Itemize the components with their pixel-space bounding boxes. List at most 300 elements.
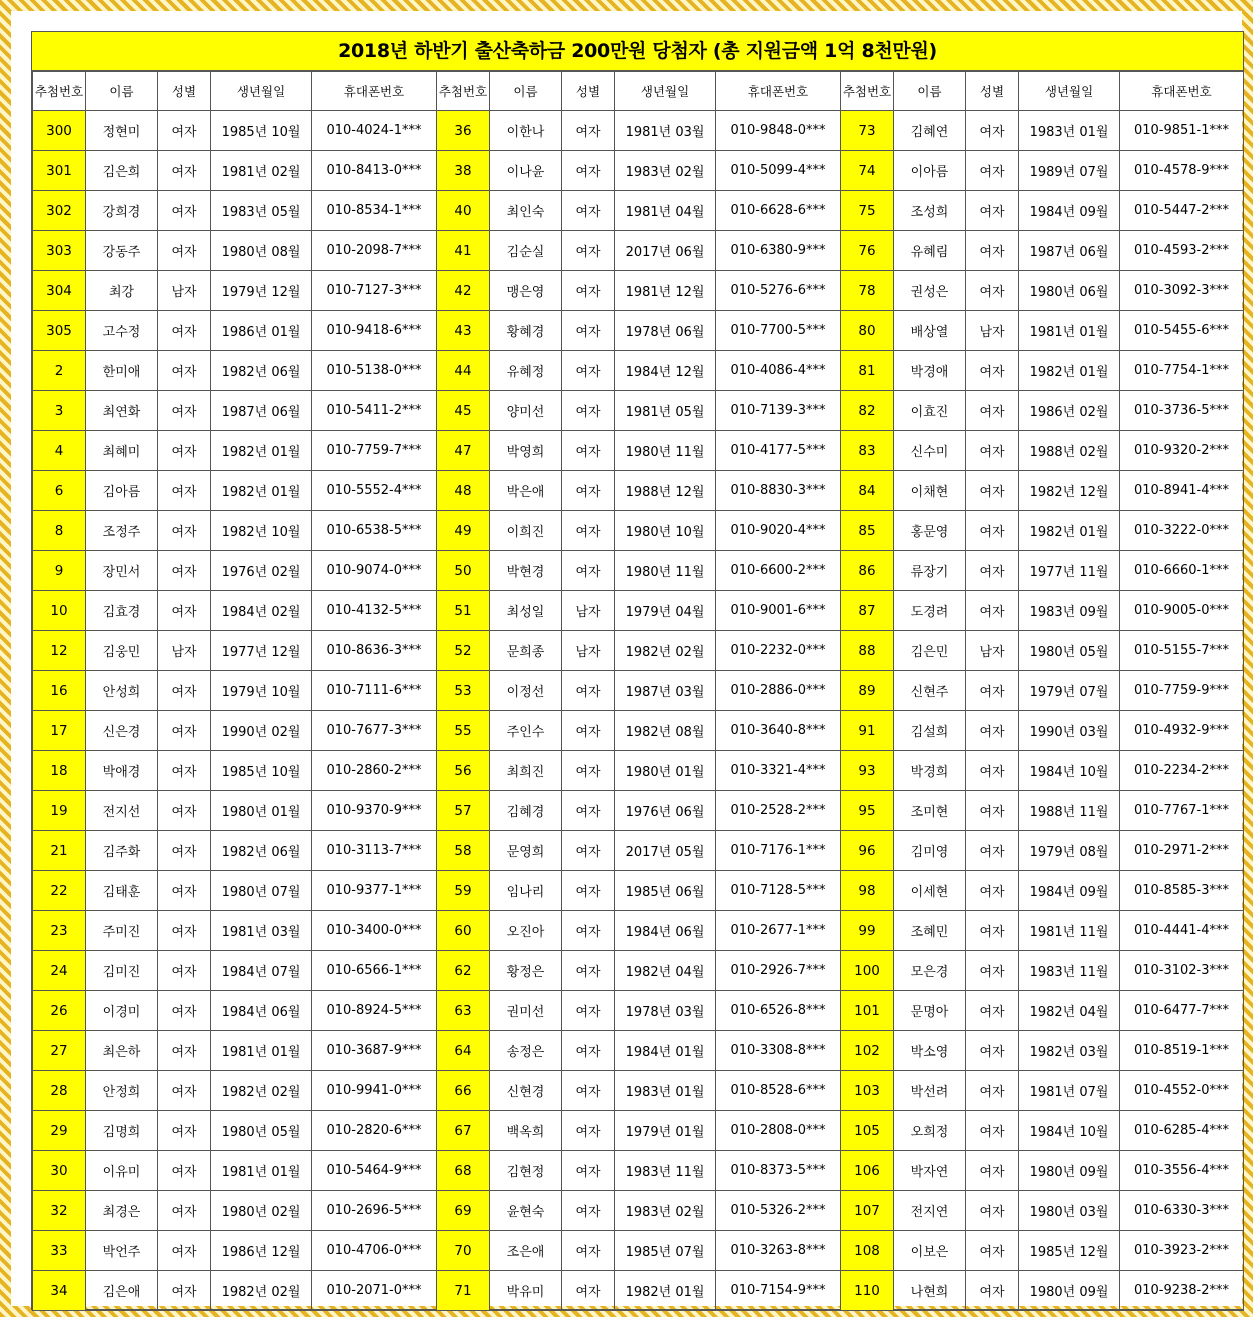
- birth-month: 1979년 12월: [211, 271, 312, 311]
- table-row: [33, 431, 1244, 471]
- phone-number: 010-7139-3***: [716, 391, 841, 431]
- draw-number: 24: [33, 951, 86, 991]
- phone-number: 010-9238-2***: [1120, 1271, 1244, 1311]
- winner-name: 이효진: [894, 391, 966, 431]
- winner-name: 이유미: [86, 1151, 158, 1191]
- phone-number: 010-2926-7***: [716, 951, 841, 991]
- winner-name: 박애경: [86, 751, 158, 791]
- birth-month: 1983년 09월: [1019, 591, 1120, 631]
- draw-number: 34: [33, 1271, 86, 1311]
- birth-month: 1984년 06월: [615, 911, 716, 951]
- winner-name: 김미영: [894, 831, 966, 871]
- winner-name: 김효경: [86, 591, 158, 631]
- phone-number: 010-4578-9***: [1120, 151, 1244, 191]
- winner-name: 나현희: [894, 1271, 966, 1311]
- birth-month: 1980년 10월: [615, 511, 716, 551]
- birth-month: 1987년 06월: [1019, 231, 1120, 271]
- gender: 여자: [158, 511, 211, 551]
- winner-name: 전지선: [86, 791, 158, 831]
- table-row: [33, 871, 1244, 911]
- phone-number: 010-7700-5***: [716, 311, 841, 351]
- birth-month: 1990년 03월: [1019, 711, 1120, 751]
- table-row: [33, 311, 1244, 351]
- birth-month: 1982년 04월: [1019, 991, 1120, 1031]
- gender: 여자: [562, 671, 615, 711]
- draw-number: 51: [437, 591, 490, 631]
- winner-name: 조성희: [894, 191, 966, 231]
- birth-month: 1980년 01월: [211, 791, 312, 831]
- table-row: [33, 1191, 1244, 1231]
- winner-name: 장민서: [86, 551, 158, 591]
- draw-number: 57: [437, 791, 490, 831]
- draw-number: 62: [437, 951, 490, 991]
- gender: 여자: [966, 751, 1019, 791]
- winner-name: 강동주: [86, 231, 158, 271]
- draw-number: 304: [33, 271, 86, 311]
- gender: 여자: [562, 551, 615, 591]
- winner-name: 강희경: [86, 191, 158, 231]
- gender: 여자: [562, 1031, 615, 1071]
- gender: 여자: [562, 351, 615, 391]
- phone-number: 010-2098-7***: [312, 231, 437, 271]
- winner-name: 오희정: [894, 1111, 966, 1151]
- draw-number: 4: [33, 431, 86, 471]
- gender: 여자: [562, 871, 615, 911]
- draw-number: 23: [33, 911, 86, 951]
- birth-month: 1979년 08월: [1019, 831, 1120, 871]
- gender: 여자: [158, 791, 211, 831]
- gender: 여자: [562, 1271, 615, 1311]
- phone-number: 010-7127-3***: [312, 271, 437, 311]
- birth-month: 1980년 02월: [211, 1191, 312, 1231]
- birth-month: 1980년 05월: [211, 1111, 312, 1151]
- draw-number: 26: [33, 991, 86, 1031]
- phone-number: 010-2808-0***: [716, 1111, 841, 1151]
- birth-month: 1980년 11월: [615, 431, 716, 471]
- draw-number: 41: [437, 231, 490, 271]
- gender: 여자: [966, 1231, 1019, 1271]
- phone-number: 010-3640-8***: [716, 711, 841, 751]
- gender: 여자: [158, 1271, 211, 1311]
- draw-number: 99: [841, 911, 894, 951]
- birth-month: 1981년 01월: [1019, 311, 1120, 351]
- birth-month: 1977년 11월: [1019, 551, 1120, 591]
- table-row: [33, 471, 1244, 511]
- birth-month-header: 생년월일: [1019, 72, 1120, 111]
- table-row: [33, 1231, 1244, 1271]
- gender: 남자: [158, 631, 211, 671]
- phone-number: 010-8636-3***: [312, 631, 437, 671]
- birth-month: 1985년 10월: [211, 111, 312, 151]
- winner-name: 박자연: [894, 1151, 966, 1191]
- phone-number: 010-4086-4***: [716, 351, 841, 391]
- gender: 여자: [562, 911, 615, 951]
- winner-name: 신수미: [894, 431, 966, 471]
- table-row: [33, 711, 1244, 751]
- winner-name: 박영희: [490, 431, 562, 471]
- gender: 여자: [562, 511, 615, 551]
- phone-number: 010-5099-4***: [716, 151, 841, 191]
- winner-name: 김은민: [894, 631, 966, 671]
- draw-number: 36: [437, 111, 490, 151]
- winner-name: 조혜민: [894, 911, 966, 951]
- gender: 여자: [966, 351, 1019, 391]
- draw-number: 64: [437, 1031, 490, 1071]
- birth-month: 2017년 06월: [615, 231, 716, 271]
- winner-name: 박선려: [894, 1071, 966, 1111]
- phone-number: 010-9851-1***: [1120, 111, 1244, 151]
- winner-name: 김태훈: [86, 871, 158, 911]
- phone-header: 휴대폰번호: [312, 72, 437, 111]
- gender: 여자: [562, 1191, 615, 1231]
- birth-month: 1982년 08월: [615, 711, 716, 751]
- draw-number: 82: [841, 391, 894, 431]
- winner-name: 김순실: [490, 231, 562, 271]
- phone-number: 010-2971-2***: [1120, 831, 1244, 871]
- birth-month: 1982년 06월: [211, 831, 312, 871]
- gender: 여자: [966, 871, 1019, 911]
- winner-name: 김명희: [86, 1111, 158, 1151]
- birth-month: 1977년 12월: [211, 631, 312, 671]
- birth-month: 1981년 12월: [615, 271, 716, 311]
- draw-number: 49: [437, 511, 490, 551]
- phone-number: 010-3400-0***: [312, 911, 437, 951]
- winner-name: 김아름: [86, 471, 158, 511]
- draw-number: 21: [33, 831, 86, 871]
- birth-month: 1976년 06월: [615, 791, 716, 831]
- phone-number: 010-5455-6***: [1120, 311, 1244, 351]
- gender: 여자: [966, 711, 1019, 751]
- winner-name: 최은하: [86, 1031, 158, 1071]
- phone-number: 010-3736-5***: [1120, 391, 1244, 431]
- winner-name: 이희진: [490, 511, 562, 551]
- phone-number: 010-8585-3***: [1120, 871, 1244, 911]
- birth-month: 1982년 01월: [615, 1271, 716, 1311]
- gender: 여자: [562, 271, 615, 311]
- birth-month: 1981년 01월: [211, 1151, 312, 1191]
- gender: 여자: [158, 671, 211, 711]
- phone-header: 휴대폰번호: [1120, 72, 1244, 111]
- draw-number: 91: [841, 711, 894, 751]
- winner-name: 권성은: [894, 271, 966, 311]
- draw-number: 303: [33, 231, 86, 271]
- gender: 여자: [158, 831, 211, 871]
- birth-month: 1984년 07월: [211, 951, 312, 991]
- winner-name: 황혜경: [490, 311, 562, 351]
- gender: 여자: [966, 151, 1019, 191]
- phone-number: 010-5411-2***: [312, 391, 437, 431]
- phone-number: 010-2528-2***: [716, 791, 841, 831]
- draw-number: 53: [437, 671, 490, 711]
- phone-number: 010-4932-9***: [1120, 711, 1244, 751]
- phone-number: 010-3222-0***: [1120, 511, 1244, 551]
- birth-month: 1984년 09월: [1019, 191, 1120, 231]
- birth-month: 1982년 01월: [211, 471, 312, 511]
- gender: 여자: [966, 791, 1019, 831]
- birth-month: 1984년 10월: [1019, 751, 1120, 791]
- winner-name: 김은희: [86, 151, 158, 191]
- gender: 여자: [158, 431, 211, 471]
- birth-month: 1980년 11월: [615, 551, 716, 591]
- birth-month: 2017년 05월: [615, 831, 716, 871]
- draw-number: 12: [33, 631, 86, 671]
- winner-name: 전지연: [894, 1191, 966, 1231]
- winner-name: 이아름: [894, 151, 966, 191]
- draw-number: 58: [437, 831, 490, 871]
- phone-number: 010-6600-2***: [716, 551, 841, 591]
- gender: 여자: [966, 1071, 1019, 1111]
- winner-name: 이경미: [86, 991, 158, 1031]
- gender: 여자: [158, 351, 211, 391]
- gender: 여자: [562, 791, 615, 831]
- gender: 여자: [158, 151, 211, 191]
- phone-number: 010-9418-6***: [312, 311, 437, 351]
- draw-number: 27: [33, 1031, 86, 1071]
- draw-number-header: 추첨번호: [841, 72, 894, 111]
- phone-number: 010-7154-9***: [716, 1271, 841, 1311]
- winner-name: 임나리: [490, 871, 562, 911]
- gender: 여자: [158, 111, 211, 151]
- table-row: [33, 671, 1244, 711]
- birth-month: 1976년 02월: [211, 551, 312, 591]
- phone-number: 010-7759-9***: [1120, 671, 1244, 711]
- winner-name: 김혜경: [490, 791, 562, 831]
- birth-month: 1989년 07월: [1019, 151, 1120, 191]
- phone-number: 010-8534-1***: [312, 191, 437, 231]
- winner-name: 박경애: [894, 351, 966, 391]
- birth-month: 1981년 03월: [211, 911, 312, 951]
- birth-month: 1980년 01월: [615, 751, 716, 791]
- draw-number: 9: [33, 551, 86, 591]
- winner-name: 류장기: [894, 551, 966, 591]
- table-row: [33, 511, 1244, 551]
- birth-month: 1984년 06월: [211, 991, 312, 1031]
- birth-month: 1984년 02월: [211, 591, 312, 631]
- draw-number: 85: [841, 511, 894, 551]
- phone-number: 010-3113-7***: [312, 831, 437, 871]
- birth-month: 1979년 07월: [1019, 671, 1120, 711]
- draw-number: 81: [841, 351, 894, 391]
- phone-number: 010-7176-1***: [716, 831, 841, 871]
- phone-number: 010-4593-2***: [1120, 231, 1244, 271]
- phone-number: 010-5276-6***: [716, 271, 841, 311]
- birth-month: 1981년 04월: [615, 191, 716, 231]
- phone-number: 010-8519-1***: [1120, 1031, 1244, 1071]
- draw-number: 60: [437, 911, 490, 951]
- phone-number: 010-2232-0***: [716, 631, 841, 671]
- gender: 여자: [562, 751, 615, 791]
- gender: 여자: [562, 1071, 615, 1111]
- birth-month: 1988년 02월: [1019, 431, 1120, 471]
- winner-name: 박현경: [490, 551, 562, 591]
- draw-number: 38: [437, 151, 490, 191]
- gender: 여자: [966, 831, 1019, 871]
- gender: 여자: [966, 1151, 1019, 1191]
- birth-month: 1980년 03월: [1019, 1191, 1120, 1231]
- draw-number: 106: [841, 1151, 894, 1191]
- winner-name: 최경은: [86, 1191, 158, 1231]
- draw-number: 30: [33, 1151, 86, 1191]
- birth-month-header: 생년월일: [615, 72, 716, 111]
- winner-name: 최성일: [490, 591, 562, 631]
- winner-name: 윤현숙: [490, 1191, 562, 1231]
- winner-name: 유혜정: [490, 351, 562, 391]
- table-row: [33, 551, 1244, 591]
- draw-number: 3: [33, 391, 86, 431]
- draw-number: 52: [437, 631, 490, 671]
- gender-header: 성별: [158, 72, 211, 111]
- gender: 여자: [562, 111, 615, 151]
- gender: 여자: [562, 951, 615, 991]
- gender: 여자: [966, 1111, 1019, 1151]
- gender: 여자: [158, 1231, 211, 1271]
- gender: 여자: [158, 1191, 211, 1231]
- gender: 여자: [158, 551, 211, 591]
- birth-month: 1986년 02월: [1019, 391, 1120, 431]
- table-row: [33, 271, 1244, 311]
- winner-name: 송정은: [490, 1031, 562, 1071]
- birth-month: 1984년 01월: [615, 1031, 716, 1071]
- birth-month: 1982년 02월: [615, 631, 716, 671]
- gender: 여자: [966, 1271, 1019, 1311]
- draw-number: 93: [841, 751, 894, 791]
- winner-name: 권미선: [490, 991, 562, 1031]
- gender: 여자: [966, 671, 1019, 711]
- draw-number: 22: [33, 871, 86, 911]
- draw-number: 75: [841, 191, 894, 231]
- draw-number: 63: [437, 991, 490, 1031]
- phone-number: 010-3092-3***: [1120, 271, 1244, 311]
- table-row: [33, 111, 1244, 151]
- table-row: [33, 591, 1244, 631]
- draw-number: 47: [437, 431, 490, 471]
- winner-name: 김웅민: [86, 631, 158, 671]
- phone-number: 010-2860-2***: [312, 751, 437, 791]
- gender: 남자: [562, 591, 615, 631]
- draw-number: 2: [33, 351, 86, 391]
- birth-month: 1984년 12월: [615, 351, 716, 391]
- gender: 여자: [158, 991, 211, 1031]
- table-row: [33, 951, 1244, 991]
- table-row: [33, 1151, 1244, 1191]
- winner-name: 이세현: [894, 871, 966, 911]
- draw-number: 19: [33, 791, 86, 831]
- winner-name: 조미현: [894, 791, 966, 831]
- draw-number: 8: [33, 511, 86, 551]
- phone-number: 010-6566-1***: [312, 951, 437, 991]
- winner-name: 고수정: [86, 311, 158, 351]
- draw-number: 302: [33, 191, 86, 231]
- phone-number: 010-4441-4***: [1120, 911, 1244, 951]
- draw-number-header: 추첨번호: [437, 72, 490, 111]
- phone-number: 010-3321-4***: [716, 751, 841, 791]
- winner-name: 이정선: [490, 671, 562, 711]
- phone-number: 010-3923-2***: [1120, 1231, 1244, 1271]
- phone-number: 010-6330-3***: [1120, 1191, 1244, 1231]
- birth-month: 1979년 04월: [615, 591, 716, 631]
- winner-name: 정현미: [86, 111, 158, 151]
- draw-number: 45: [437, 391, 490, 431]
- gender: 여자: [562, 1231, 615, 1271]
- winner-name: 최희진: [490, 751, 562, 791]
- birth-month: 1981년 01월: [211, 1031, 312, 1071]
- draw-number: 301: [33, 151, 86, 191]
- winner-name: 박경희: [894, 751, 966, 791]
- phone-number: 010-6285-4***: [1120, 1111, 1244, 1151]
- gender: 여자: [562, 391, 615, 431]
- winner-name: 조정주: [86, 511, 158, 551]
- birth-month: 1984년 09월: [1019, 871, 1120, 911]
- birth-month: 1978년 03월: [615, 991, 716, 1031]
- draw-number: 88: [841, 631, 894, 671]
- winner-name: 백옥희: [490, 1111, 562, 1151]
- winner-name: 박은애: [490, 471, 562, 511]
- gender: 여자: [966, 191, 1019, 231]
- birth-month: 1983년 02월: [615, 151, 716, 191]
- birth-month: 1982년 01월: [211, 431, 312, 471]
- gender: 여자: [158, 591, 211, 631]
- table-row: [33, 791, 1244, 831]
- phone-number: 010-5464-9***: [312, 1151, 437, 1191]
- birth-month: 1980년 08월: [211, 231, 312, 271]
- draw-number: 40: [437, 191, 490, 231]
- draw-number: 56: [437, 751, 490, 791]
- draw-number: 101: [841, 991, 894, 1031]
- winner-name: 최강: [86, 271, 158, 311]
- draw-number-header: 추첨번호: [33, 72, 86, 111]
- phone-number: 010-9320-2***: [1120, 431, 1244, 471]
- phone-number: 010-9074-0***: [312, 551, 437, 591]
- gender-header: 성별: [966, 72, 1019, 111]
- draw-number: 32: [33, 1191, 86, 1231]
- phone-number: 010-3102-3***: [1120, 951, 1244, 991]
- phone-number: 010-8924-5***: [312, 991, 437, 1031]
- draw-number: 66: [437, 1071, 490, 1111]
- draw-number: 102: [841, 1031, 894, 1071]
- table-row: [33, 1031, 1244, 1071]
- table-row: [33, 831, 1244, 871]
- phone-number: 010-9370-9***: [312, 791, 437, 831]
- birth-month: 1979년 10월: [211, 671, 312, 711]
- phone-number: 010-7111-6***: [312, 671, 437, 711]
- birth-month: 1985년 12월: [1019, 1231, 1120, 1271]
- table-row: [33, 151, 1244, 191]
- draw-number: 28: [33, 1071, 86, 1111]
- phone-number: 010-2234-2***: [1120, 751, 1244, 791]
- winner-name: 도경려: [894, 591, 966, 631]
- gender: 여자: [158, 1111, 211, 1151]
- table-row: [33, 1111, 1244, 1151]
- phone-header: 휴대폰번호: [716, 72, 841, 111]
- gender: 여자: [966, 271, 1019, 311]
- winner-name: 신현주: [894, 671, 966, 711]
- winner-name: 조은애: [490, 1231, 562, 1271]
- winner-name: 박언주: [86, 1231, 158, 1271]
- gender: 여자: [966, 431, 1019, 471]
- phone-number: 010-8373-5***: [716, 1151, 841, 1191]
- birth-month: 1980년 07월: [211, 871, 312, 911]
- winner-name: 신현경: [490, 1071, 562, 1111]
- phone-number: 010-7677-3***: [312, 711, 437, 751]
- gender: 여자: [158, 311, 211, 351]
- gender: 여자: [966, 591, 1019, 631]
- draw-number: 44: [437, 351, 490, 391]
- draw-number: 110: [841, 1271, 894, 1311]
- gender: 남자: [562, 631, 615, 671]
- draw-number: 16: [33, 671, 86, 711]
- gender: 여자: [158, 871, 211, 911]
- table-row: [33, 351, 1244, 391]
